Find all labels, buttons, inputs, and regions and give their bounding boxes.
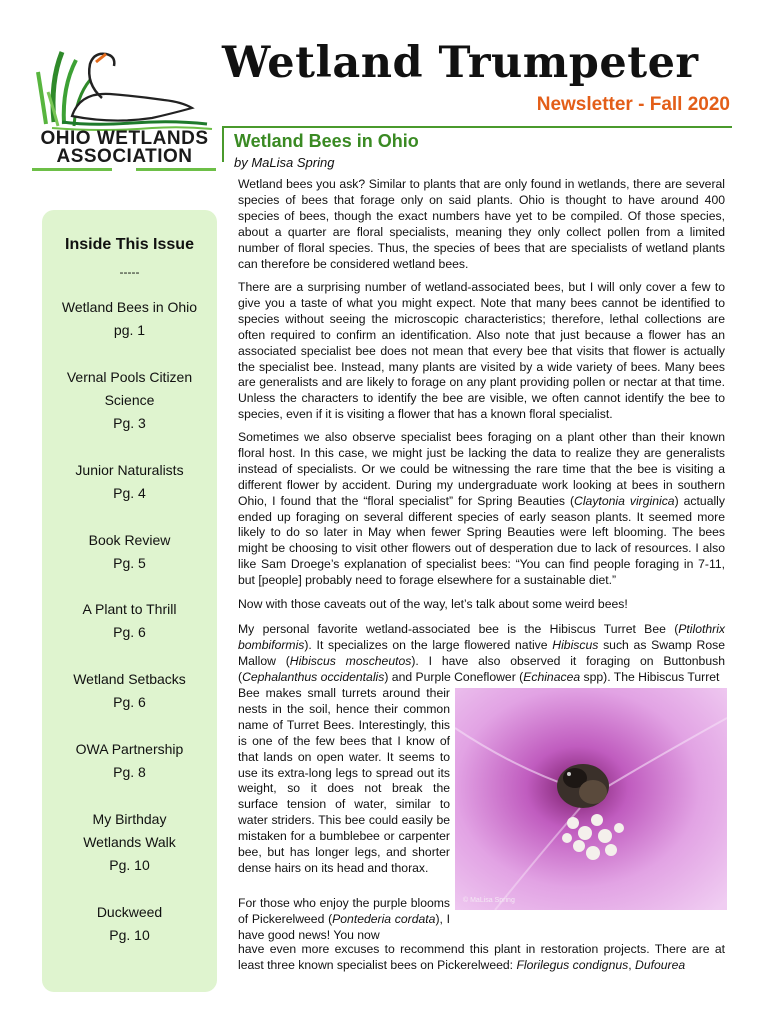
ohio-wetlands-association-logo	[32, 42, 217, 207]
article-paragraph-5: My personal favorite wetland-associated bee is the Hibiscus Turret Bee (Ptilothrix bombiformis). It specializes on the large flowered native Hibiscus such as Swamp Rose Mallow (Hibiscus moscheutos). I have also observed it foraging on Buttonbush (Cephalanthus occidentalis) and Purple Coneflower (Echinacea spp). The Hibiscus Turret	[238, 622, 725, 684]
toc-item-wetland-setbacks[interactable]	[42, 668, 217, 714]
header-rule	[222, 126, 732, 128]
article-paragraph-8: have even more excuses to recommend this plant in restoration projects. There are at least three known specialist bees on Pickerelweed: Florilegus condignus, Dufourea	[238, 942, 725, 972]
toc-item-vernal-pools[interactable]	[42, 366, 217, 435]
toc-item-page: Pg. 8	[113, 764, 146, 780]
toc-item-page: pg. 1	[113, 322, 146, 338]
toc-item-junior-naturalists[interactable]	[42, 459, 217, 505]
toc-item-birthday-walk[interactable]	[42, 808, 217, 877]
sidebar-divider: -----	[119, 265, 140, 279]
toc-item-duckweed[interactable]	[42, 901, 217, 947]
article-title: Wetland Bees in Ohio	[234, 131, 419, 151]
logo-text-line2: ASSOCIATION	[56, 146, 193, 167]
newsletter-title: Wetland Trumpeter	[222, 38, 699, 88]
article-paragraph-1: Wetland bees you ask? Similar to plants that are only found in wetlands, there are several species of bees that forage only on said plants. Ohio is thought to have around 400 species of bees, though the exact numbers have yet to be compiled. Of those species, about a quarter are floral specialists, meaning they only collect pollen from a limited number of floral species. Thus, the species of bees that are specialists of wetland plants can therefore be considered wetland bees.	[238, 177, 725, 271]
inside-this-issue-sidebar	[42, 210, 217, 992]
swan-icon	[32, 42, 217, 132]
photo-credit: © MaLisa Spring	[463, 897, 515, 904]
logo-text-line1: OHIO WETLANDS	[40, 128, 209, 149]
toc-item-book-review[interactable]	[42, 529, 217, 575]
article-paragraph-3: Sometimes we also observe specialist bees foraging on a plant other than their known floral host. In this case, we might just be lacking the data to realize they are generalists instead of specialists. Or we could be witnessing the rare time that the bee is visiting a different flower by accident. During my undergraduate work looking at bees in southern Ohio, I found that the “floral specialist” for Spring Beauties (Claytonia virginica) actually ended up foraging on several different species of early season plants. It seemed more likely to do so later in May when fewer Spring Beauties were left blooming. The bees might be choosing to visit other flowers out of desperation due to lack of resources. I also like Sam Droege’s explanation of specialist bees: “You can find people foraging in 7-11, but [people] probably need to forage elsewhere for a sustainable diet.”	[238, 430, 725, 588]
article-paragraph-2: There are a surprising number of wetland-associated bees, but I will only cover a few to give you a taste of what you might expect. Note that many bees cannot be identified to species without seeing the microscopic characteristics; therefore, lethal collections are often required to confirm an identification. Also note that just because a flower has an associated specialist bee does not mean that every bee that visits that flower is actually the specialist bee. Instead, many plants are visited by a wide variety of bees. Many bees are generalists and are likely to forage on any plant providing pollen or nectar at that time. Unless the characters to identify the bee are visible, we often cannot identify the bee to species, even if it is visiting a flower that has a known floral specialist.	[238, 280, 725, 422]
toc-item-owa-partnership[interactable]	[42, 738, 217, 784]
article-paragraph-6: Bee makes small turrets around their nests in the soil, hence their common name of Turret Bees. Interestingly, this is one of the few bees that I know of that lands on open water. It seems to use its extra-long legs to spread out its weight, so it does not break the surface tension of water, similar to water striders. This bee could easily be mistaken for a bumblebee or carpenter bee, but has longer legs, and shorter dense hairs on its head and thorax.	[238, 686, 450, 875]
article-paragraph-4: Now with those caveats out of the way, let’s talk about some weird bees!	[238, 597, 628, 611]
toc-item-title: My Birthday	[92, 811, 167, 827]
toc-item-page: Pg. 3	[113, 415, 146, 431]
toc-item-title: Junior Naturalists	[75, 462, 184, 478]
toc-item-page: Pg. 5	[113, 555, 146, 571]
newsletter-edition: Newsletter - Fall 2020	[536, 94, 730, 115]
article-byline: by MaLisa Spring	[234, 155, 335, 170]
toc-item-title: Wetland Setbacks	[73, 671, 186, 687]
toc-item-title: Vernal Pools Citizen	[66, 369, 193, 385]
toc-item-title: Book Review	[88, 532, 171, 548]
toc-item-title: Duckweed	[96, 904, 163, 920]
sidebar-title: Inside This Issue	[65, 236, 194, 253]
toc-item-page: Pg. 10	[109, 857, 150, 873]
header-rule-vertical	[222, 128, 224, 162]
toc-item-title: OWA Partnership	[75, 741, 184, 757]
toc-item-plant-to-thrill[interactable]	[42, 598, 217, 644]
bee-on-hibiscus-photo	[455, 688, 727, 910]
toc-item-page: Pg. 6	[113, 624, 146, 640]
bee-on-hibiscus-flower-icon	[455, 688, 727, 910]
toc-item-title-line2: Wetlands Walk	[83, 834, 176, 850]
toc-item-page: Pg. 6	[113, 694, 146, 710]
logo-underline-left	[32, 168, 112, 171]
toc-item-title: A Plant to Thrill	[82, 601, 177, 617]
toc-item-page: Pg. 10	[109, 927, 150, 943]
logo-underline-right	[136, 168, 216, 171]
toc-item-wetland-bees[interactable]	[42, 296, 217, 342]
article-paragraph-7: For those who enjoy the purple blooms of Pickerelweed (Pontederia cordata), I have good news! You now	[238, 896, 450, 942]
toc-item-title-line2: Science	[104, 392, 155, 408]
toc-item-title: Wetland Bees in Ohio	[61, 299, 198, 315]
toc-item-page: Pg. 4	[113, 485, 146, 501]
